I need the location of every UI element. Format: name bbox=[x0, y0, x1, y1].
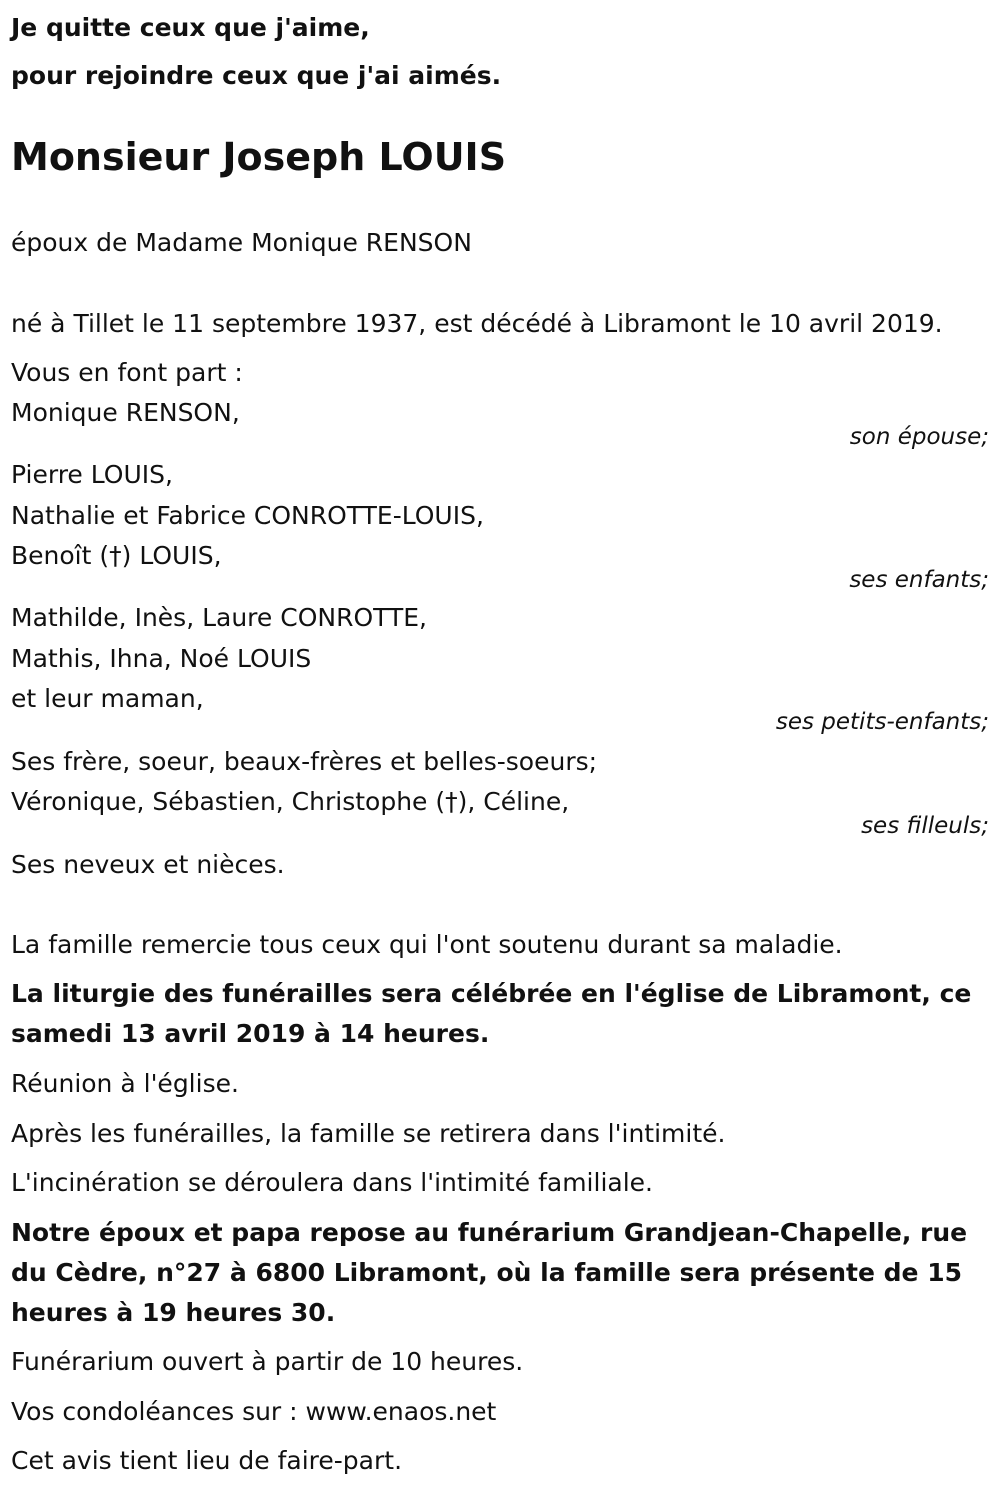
family-name: Benoît (†) LOUIS, bbox=[11, 541, 222, 570]
birth-death-line: né à Tillet le 11 septembre 1937, est décédé à Libramont le 10 avril 2019. bbox=[11, 309, 943, 338]
meeting-line: Réunion à l'église. bbox=[11, 1069, 239, 1098]
thanks-line: La famille remercie tous ceux qui l'ont soutenu durant sa maladie. bbox=[11, 930, 843, 959]
opening-hours-line: Funérarium ouvert à partir de 10 heures. bbox=[11, 1347, 524, 1376]
deceased-name: Monsieur Joseph LOUIS bbox=[11, 135, 507, 179]
family-name: Ses frère, soeur, beaux-frères et belles-soeurs; bbox=[11, 747, 598, 776]
epigraph-line-2: pour rejoindre ceux que j'ai aimés. bbox=[11, 61, 502, 90]
funeral-home-line-2: du Cèdre, n°27 à 6800 Libramont, où la famille sera présente de 15 bbox=[11, 1258, 962, 1287]
epigraph-line-1: Je quitte ceux que j'aime, bbox=[11, 13, 370, 42]
nephews-line: Ses neveux et nièces. bbox=[11, 850, 285, 879]
family-name: Mathis, Ihna, Noé LOUIS bbox=[11, 644, 312, 673]
family-role: ses enfants; bbox=[849, 567, 989, 593]
family-name: Monique RENSON, bbox=[11, 398, 240, 427]
closing-line: Cet avis tient lieu de faire-part. bbox=[11, 1446, 403, 1475]
family-role: ses petits-enfants; bbox=[775, 709, 989, 735]
condolences-line: Vos condoléances sur : www.enaos.net bbox=[11, 1397, 497, 1426]
family-intro: Vous en font part : bbox=[11, 358, 243, 387]
family-role: son épouse; bbox=[849, 424, 989, 450]
family-name: Nathalie et Fabrice CONROTTE-LOUIS, bbox=[11, 501, 484, 530]
family-name: et leur maman, bbox=[11, 684, 204, 713]
spouse-line: époux de Madame Monique RENSON bbox=[11, 228, 472, 257]
after-funeral-line: Après les funérailles, la famille se retirera dans l'intimité. bbox=[11, 1119, 726, 1148]
family-role: ses filleuls; bbox=[861, 813, 989, 839]
liturgy-line-1: La liturgie des funérailles sera célébrée en l'église de Libramont, ce bbox=[11, 979, 972, 1008]
family-name: Mathilde, Inès, Laure CONROTTE, bbox=[11, 603, 427, 632]
funeral-home-line-3: heures à 19 heures 30. bbox=[11, 1298, 336, 1327]
liturgy-line-2: samedi 13 avril 2019 à 14 heures. bbox=[11, 1019, 490, 1048]
funeral-home-line-1: Notre époux et papa repose au funérarium Grandjean-Chapelle, rue bbox=[11, 1218, 968, 1247]
family-name: Véronique, Sébastien, Christophe (†), Céline, bbox=[11, 787, 570, 816]
cremation-line: L'incinération se déroulera dans l'intimité familiale. bbox=[11, 1168, 653, 1197]
family-name: Pierre LOUIS, bbox=[11, 460, 173, 489]
